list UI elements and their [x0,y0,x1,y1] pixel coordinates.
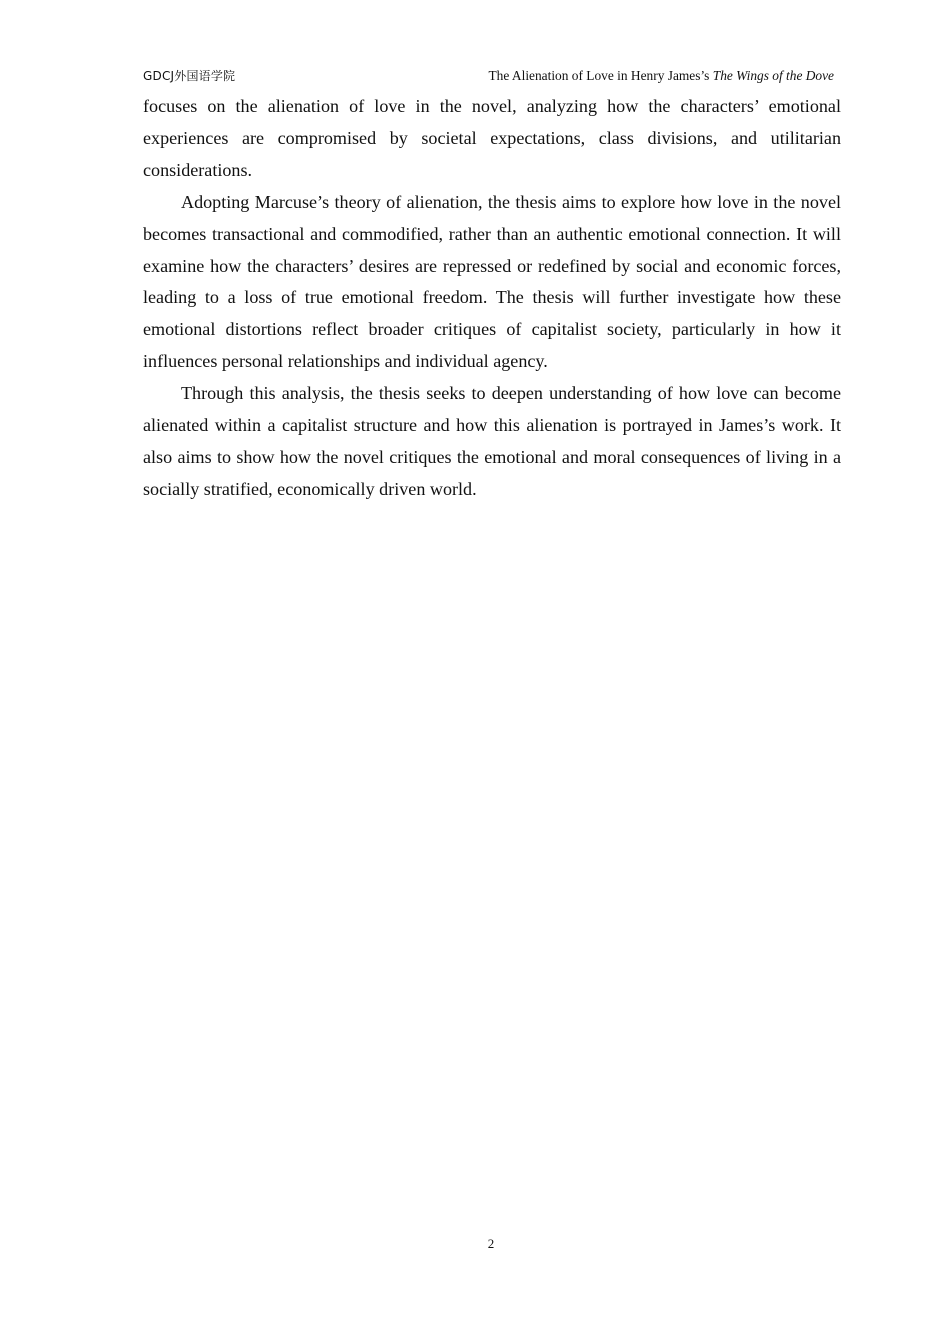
paragraph-continuation: focuses on the alienation of love in the novel, analyzing how the characters’ emotional experiences are compromised by societal expectations, class divisions, and utilitarian considerations. [143,96,841,180]
header-title-novel: The Wings of the Dove [712,68,834,83]
header-thesis-title [489,68,835,84]
paragraph-analysis: Through this analysis, the thesis seeks to deepen understanding of how love can become alienated within a capitalist structure and how this alienation is portrayed in James’s work. It also aims to show how the novel critiques the emotional and moral consequences of living in a socially stratified, economically driven world. [143,383,841,499]
header-institution: GDCJ外国语学院 [143,69,236,83]
page-header [143,66,841,86]
body-text [143,91,841,506]
paragraph-theory: Adopting Marcuse’s theory of alienation, the thesis aims to explore how love in the novel becomes transactional and commodified, rather than an authentic emotional connection. It will examine how the characters’ desires are repressed or redefined by social and economic forces, leading to a loss of true emotional freedom. The thesis will further investigate how these emotional distortions reflect broader critiques of capitalist society, particularly in how it influences personal relationships and individual agency. [143,191,841,372]
page-number: 2 [487,1236,495,1251]
header-title-prefix: The Alienation of Love in Henry James’s [488,68,713,83]
